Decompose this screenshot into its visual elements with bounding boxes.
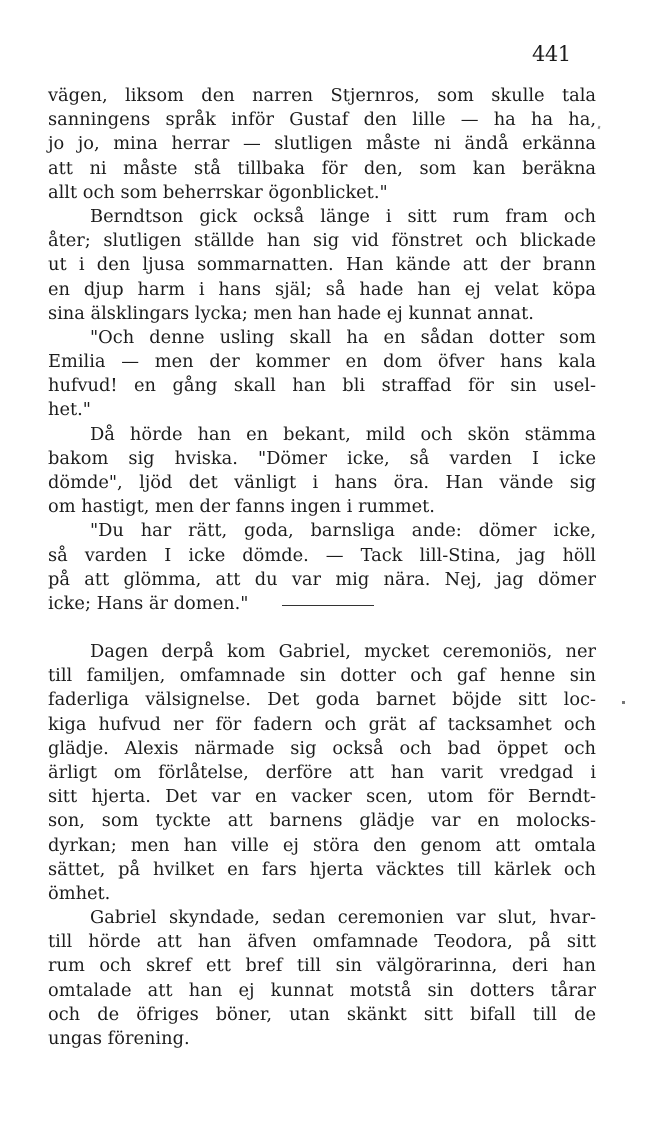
text-line: het." xyxy=(48,399,91,421)
text-line: till familjen, omfamnade sin dotter och gaf henne sin xyxy=(48,665,596,687)
text-line: sina älsklingars lycka; men han hade ej kunnat annat. xyxy=(48,302,534,324)
text-line: rum och skref ett bref till sin välgörarinna, deri han xyxy=(48,955,596,977)
text-line: faderliga välsignelse. Det goda barnet böjde sitt loc- xyxy=(48,689,596,711)
page-number: 441 xyxy=(532,42,571,66)
text-block-bottom xyxy=(48,640,596,1051)
paragraph xyxy=(48,205,596,326)
text-line: Berndtson gick också länge i sitt rum fram och xyxy=(90,205,596,227)
section-divider xyxy=(282,605,374,606)
text-line: på att glömma, att du var mig nära. Nej, jag dömer xyxy=(48,568,596,590)
text-line: "Du har rätt, goda, barnsliga ande: dömer icke, xyxy=(90,520,596,542)
print-speck xyxy=(598,126,601,130)
text-line: bakom sig hviska. "Dömer icke, så varden I icke xyxy=(48,447,596,469)
text-line: sitt hjerta. Det var en vacker scen, utom för Berndt- xyxy=(48,786,596,808)
text-line: hufvud! en gång skall han bli straffad för sin usel- xyxy=(48,375,596,397)
text-line: kiga hufvud ner för fadern och grät af tacksamhet och xyxy=(48,713,596,735)
text-line: vägen, liksom den narren Stjernros, som skulle tala xyxy=(48,85,596,106)
text-line: så varden I icke dömde. — Tack lill-Stina, jag höll xyxy=(48,544,596,566)
print-speck xyxy=(622,701,625,704)
text-line: Dagen derpå kom Gabriel, mycket ceremoniös, ner xyxy=(90,641,596,662)
text-line: omtalade att han ej kunnat motstå sin dotters tårar xyxy=(48,979,596,1001)
paragraph xyxy=(48,84,596,205)
text-line: "Och denne usling skall ha en sådan dotter som xyxy=(90,326,596,348)
text-line: till hörde att han äfven omfamnade Teodora, på sitt xyxy=(48,931,596,953)
text-line: sättet, på hvilket en fars hjerta väcktes till kärlek och xyxy=(48,858,596,880)
text-line: ärligt om förlåtelse, derföre att han varit vredgad i xyxy=(48,761,596,783)
text-line: icke; Hans är domen." xyxy=(48,592,249,614)
text-line: Gabriel skyndade, sedan ceremonien var slut, hvar- xyxy=(90,907,596,929)
text-line: jo jo, mina herrar — slutligen måste ni ändå erkänna xyxy=(48,133,596,155)
paragraph xyxy=(48,640,596,906)
text-line: dömde", ljöd det vänligt i hans öra. Han vände sig xyxy=(48,472,596,493)
text-line: och de öfriges böner, utan skänkt sitt bifall till de xyxy=(48,1003,596,1025)
text-line: glädje. Alexis närmade sig också och bad öppet och xyxy=(48,737,596,759)
text-line: att ni måste stå tillbaka för den, som kan beräkna xyxy=(48,157,596,179)
text-block-top xyxy=(48,84,596,616)
text-line: ungas förening. xyxy=(48,1028,190,1049)
text-line: Då hörde han en bekant, mild och skön stämma xyxy=(90,423,596,445)
text-line: sanningens språk inför Gustaf den lille — ha ha ha, xyxy=(48,109,596,131)
text-line: om hastigt, men der fanns ingen i rummet. xyxy=(48,496,435,518)
text-line: Emilia — men der kommer en dom öfver hans kala xyxy=(48,351,596,373)
paragraph xyxy=(48,326,596,423)
text-line: dyrkan; men han ville ej störa den genom att omtala xyxy=(48,834,596,856)
text-line: son, som tyckte att barnens glädje var en molocks- xyxy=(48,810,596,832)
text-line: ut i den ljusa sommarnatten. Han kände att der brann xyxy=(48,254,596,276)
paragraph xyxy=(48,519,596,616)
paragraph xyxy=(48,906,596,1051)
paragraph xyxy=(48,423,596,520)
text-line: åter; slutligen ställde han sig vid fönstret och blickade xyxy=(48,230,596,252)
text-line: en djup harm i hans själ; så hade han ej velat köpa xyxy=(48,278,596,300)
text-line: ömhet. xyxy=(48,882,111,904)
text-line: allt och som beherrskar ögonblicket." xyxy=(48,181,388,203)
